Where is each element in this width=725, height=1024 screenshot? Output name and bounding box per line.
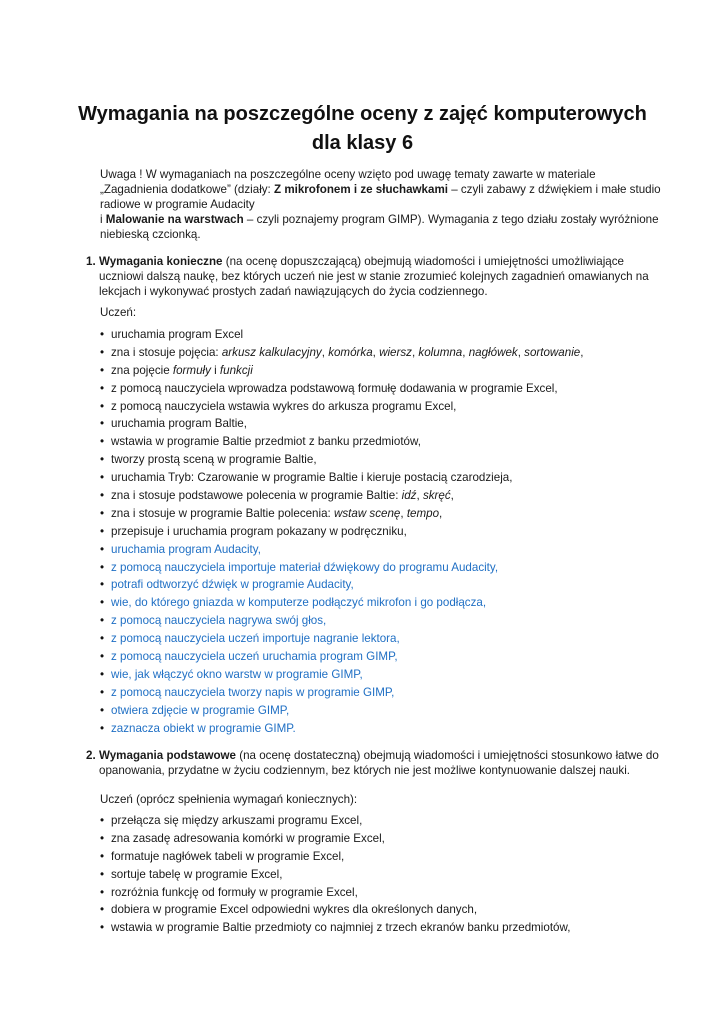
- bullet-icon: •: [100, 417, 105, 431]
- list-item: [100, 451, 583, 469]
- list-item-extra: [100, 559, 583, 577]
- list-item-extra: [100, 648, 583, 666]
- list-item-text: wstawia w programie Baltie przedmiot z banku przedmiotów,: [111, 435, 421, 449]
- bullet-icon: •: [100, 399, 105, 413]
- title-line-2: dla klasy 6: [311, 132, 414, 154]
- list-item-text: wstawia w programie Baltie przedmioty co najmniej z trzech ekranów banku przedmiotów,: [111, 921, 571, 935]
- bullet-icon: •: [100, 578, 105, 592]
- list-item-text: z pomocą nauczyciela wstawia wykres do arkusza programu Excel,: [111, 399, 457, 413]
- list-item: [100, 380, 583, 398]
- section-1-line-1: [86, 254, 649, 269]
- bullet-icon: •: [100, 489, 105, 503]
- note-text: – czyli zabawy z dźwiękiem i małe studio: [447, 183, 661, 196]
- note-paragraph: [100, 167, 661, 242]
- list-item-text: uruchamia Tryb: Czarowanie w programie Baltie i kieruje postacią czarodzieja,: [111, 471, 513, 485]
- list-item-text: tworzy prostą sceną w programie Baltie,: [111, 453, 317, 467]
- list-item-text: otwiera zdjęcie w programie GIMP,: [111, 703, 290, 717]
- list-item: [100, 362, 583, 380]
- bullet-icon: •: [100, 921, 105, 935]
- section-2-number: 2.: [86, 749, 96, 762]
- command-italic: idź: [401, 489, 417, 503]
- list-item-text: potrafi odtworzyć dźwięk w programie Audacity,: [111, 578, 354, 592]
- bullet-icon: •: [100, 345, 105, 359]
- section-1-number: 1.: [86, 255, 96, 268]
- list-item-text: zna i stosuje w programie Baltie polecenia:: [111, 506, 334, 520]
- bullet-icon: •: [100, 831, 105, 845]
- list-item-text: sortuje tabelę w programie Excel,: [111, 867, 283, 881]
- bullet-icon: •: [100, 667, 105, 681]
- bullet-icon: •: [100, 849, 105, 863]
- separator: ,: [450, 489, 454, 503]
- list-item: [100, 884, 570, 902]
- list-item-text: przepisuje i uruchamia program pokazany w podręczniku,: [111, 524, 407, 538]
- bullet-icon: •: [100, 435, 105, 449]
- list-item-text: zaznacza obiekt w programie GIMP.: [111, 721, 296, 735]
- separator: ,: [372, 345, 380, 359]
- list-item-text: uruchamia program Baltie,: [111, 417, 247, 431]
- list-item-extra: [100, 594, 583, 612]
- list-item: [100, 919, 570, 937]
- list-item-text: z pomocą nauczyciela uczeń importuje nagranie lektora,: [111, 632, 400, 646]
- term-italic: nagłówek: [468, 345, 518, 359]
- term-italic: funkcji: [219, 363, 253, 377]
- separator: ,: [321, 345, 329, 359]
- note-line-5: niebieską czcionką.: [100, 228, 201, 241]
- bullet-icon: •: [100, 471, 105, 485]
- separator: ,: [400, 506, 407, 520]
- bullet-icon: •: [100, 614, 105, 628]
- list-item: [100, 505, 583, 523]
- term-italic: wiersz: [379, 345, 412, 359]
- term-italic: arkusz kalkulacyjny: [221, 345, 322, 359]
- note-text: i: [100, 213, 106, 226]
- bullet-icon: •: [100, 650, 105, 664]
- separator: ,: [411, 345, 419, 359]
- note-line-1: Uwaga ! W wymaganiach na poszczególne oceny wzięto pod uwagę tematy zawarte w materiale: [100, 168, 596, 181]
- note-line-3: radiowe w programie Audacity: [100, 198, 255, 211]
- term-italic: sortowanie: [524, 345, 581, 359]
- bullet-icon: •: [100, 703, 105, 717]
- bullet-icon: •: [100, 903, 105, 917]
- list-item-extra: [100, 720, 583, 738]
- list-item-text: wie, do którego gniazda w komputerze podłączyć mikrofon i go podłącza,: [111, 596, 487, 610]
- list-item-text: zna i stosuje podstawowe polecenia w programie Baltie:: [111, 489, 402, 503]
- list-item-extra: [100, 666, 583, 684]
- list-item: [100, 433, 583, 451]
- term-italic: komórka: [328, 345, 373, 359]
- term-italic: kolumna: [418, 345, 463, 359]
- bullet-icon: •: [100, 685, 105, 699]
- note-line-4: [100, 212, 661, 227]
- page-title: [60, 100, 665, 158]
- separator: ,: [416, 489, 423, 503]
- note-line-2: [100, 182, 661, 197]
- list-item-text: z pomocą nauczyciela tworzy napis w programie GIMP,: [111, 685, 395, 699]
- note-text: „Zagadnienia dodatkowe” (działy:: [100, 183, 275, 196]
- list-item: [100, 848, 570, 866]
- section-1-line-2: uczniowi dalszą naukę, bez których uczeń nie jest w stanie zrozumieć kolejnych zagadnień omawianych na: [99, 270, 649, 283]
- bullet-icon: •: [100, 363, 105, 377]
- bullet-icon: •: [100, 506, 105, 520]
- section-1-requirements-list: [100, 326, 583, 737]
- list-item-text: z pomocą nauczyciela wprowadza podstawową formułę dodawania w programie Excel,: [111, 381, 558, 395]
- list-item-extra: [100, 630, 583, 648]
- list-item-text: wie, jak włączyć okno warstw w programie GIMP,: [111, 667, 363, 681]
- list-item-text: z pomocą nauczyciela uczeń uruchamia program GIMP,: [111, 650, 398, 664]
- note-bold-audio-section: Z mikrofonem i ze słuchawkami: [274, 183, 448, 196]
- section-1-line-3: lekcjach i wykonywać prostych zadań nawiązujących do życia codziennego.: [99, 285, 488, 298]
- list-item: [100, 415, 583, 433]
- list-item: [100, 487, 583, 505]
- section-1-text: (na ocenę dopuszczającą) obejmują wiadomości i umiejętności umożliwiające: [222, 255, 624, 268]
- list-item: [100, 901, 570, 919]
- bullet-icon: •: [100, 721, 105, 735]
- section-2-text: (na ocenę dostateczną) obejmują wiadomości i umiejętności stosunkowo łatwe do: [236, 749, 659, 762]
- bullet-icon: •: [100, 453, 105, 467]
- list-item-extra: [100, 684, 583, 702]
- note-bold-layers-section: Malowanie na warstwach: [105, 213, 244, 226]
- bullet-icon: •: [100, 328, 105, 341]
- bullet-icon: •: [100, 596, 105, 610]
- separator: ,: [517, 345, 525, 359]
- list-item: [100, 830, 570, 848]
- list-item-text: przełącza się między arkuszami programu Excel,: [111, 814, 363, 827]
- list-item-extra: [100, 576, 583, 594]
- list-item-text: rozróżnia funkcję od formuły w programie Excel,: [111, 885, 358, 899]
- list-item-text: zna i stosuje pojęcia:: [111, 345, 222, 359]
- list-item-text: z pomocą nauczyciela importuje materiał dźwiękowy do programu Audacity,: [111, 560, 499, 574]
- list-item-text: uruchamia program Audacity,: [111, 542, 261, 556]
- bullet-icon: •: [100, 867, 105, 881]
- section-2-line-1: [86, 748, 659, 763]
- separator: ,: [462, 345, 469, 359]
- section-2-requirements-list: [100, 812, 570, 937]
- list-item: [100, 866, 570, 884]
- list-item-text: zna pojęcie: [111, 363, 173, 377]
- section-1-heading: Wymagania konieczne: [99, 255, 223, 268]
- section-2-intro: [86, 748, 659, 778]
- list-item-text: uruchamia program Excel: [111, 328, 244, 341]
- separator: ,: [439, 506, 443, 520]
- bullet-icon: •: [100, 542, 105, 556]
- list-item-text: formatuje nagłówek tabeli w programie Excel,: [111, 849, 345, 863]
- section-1-intro: [86, 254, 649, 299]
- title-line-1: Wymagania na poszczególne oceny z zajęć komputerowych: [78, 103, 647, 125]
- command-italic: wstaw scenę: [333, 506, 401, 520]
- list-item: [100, 344, 583, 362]
- bullet-icon: •: [100, 885, 105, 899]
- bullet-icon: •: [100, 560, 105, 574]
- command-italic: tempo: [406, 506, 440, 520]
- list-item-extra: [100, 612, 583, 630]
- term-italic: formuły: [172, 363, 211, 377]
- section-1-student-label: Uczeń:: [100, 306, 137, 319]
- list-item-extra: [100, 541, 583, 559]
- section-2-line-2: opanowania, przydatne w życiu codziennym, bez których nie jest możliwe kontynuowanie dalszej nauki.: [99, 764, 631, 777]
- section-2-student-label: Uczeń (oprócz spełnienia wymagań koniecznych):: [100, 793, 358, 806]
- bullet-icon: •: [100, 524, 105, 538]
- list-item-text: zna zasadę adresowania komórki w programie Excel,: [111, 831, 385, 845]
- bullet-icon: •: [100, 814, 105, 827]
- list-item: [100, 812, 570, 830]
- bullet-icon: •: [100, 632, 105, 646]
- separator: ,: [580, 345, 584, 359]
- note-text: – czyli poznajemy program GIMP). Wymagania z tego działu zostały wyróżnione: [243, 213, 659, 226]
- list-item: [100, 398, 583, 416]
- list-item: [100, 469, 583, 487]
- command-italic: skręć: [422, 489, 451, 503]
- separator: i: [210, 363, 220, 377]
- list-item-text: z pomocą nauczyciela nagrywa swój głos,: [111, 614, 327, 628]
- list-item-text: dobiera w programie Excel odpowiedni wykres dla określonych danych,: [111, 903, 478, 917]
- list-item: [100, 523, 583, 541]
- list-item: [100, 326, 583, 344]
- list-item-extra: [100, 702, 583, 720]
- bullet-icon: •: [100, 381, 105, 395]
- section-2-heading: Wymagania podstawowe: [99, 749, 237, 762]
